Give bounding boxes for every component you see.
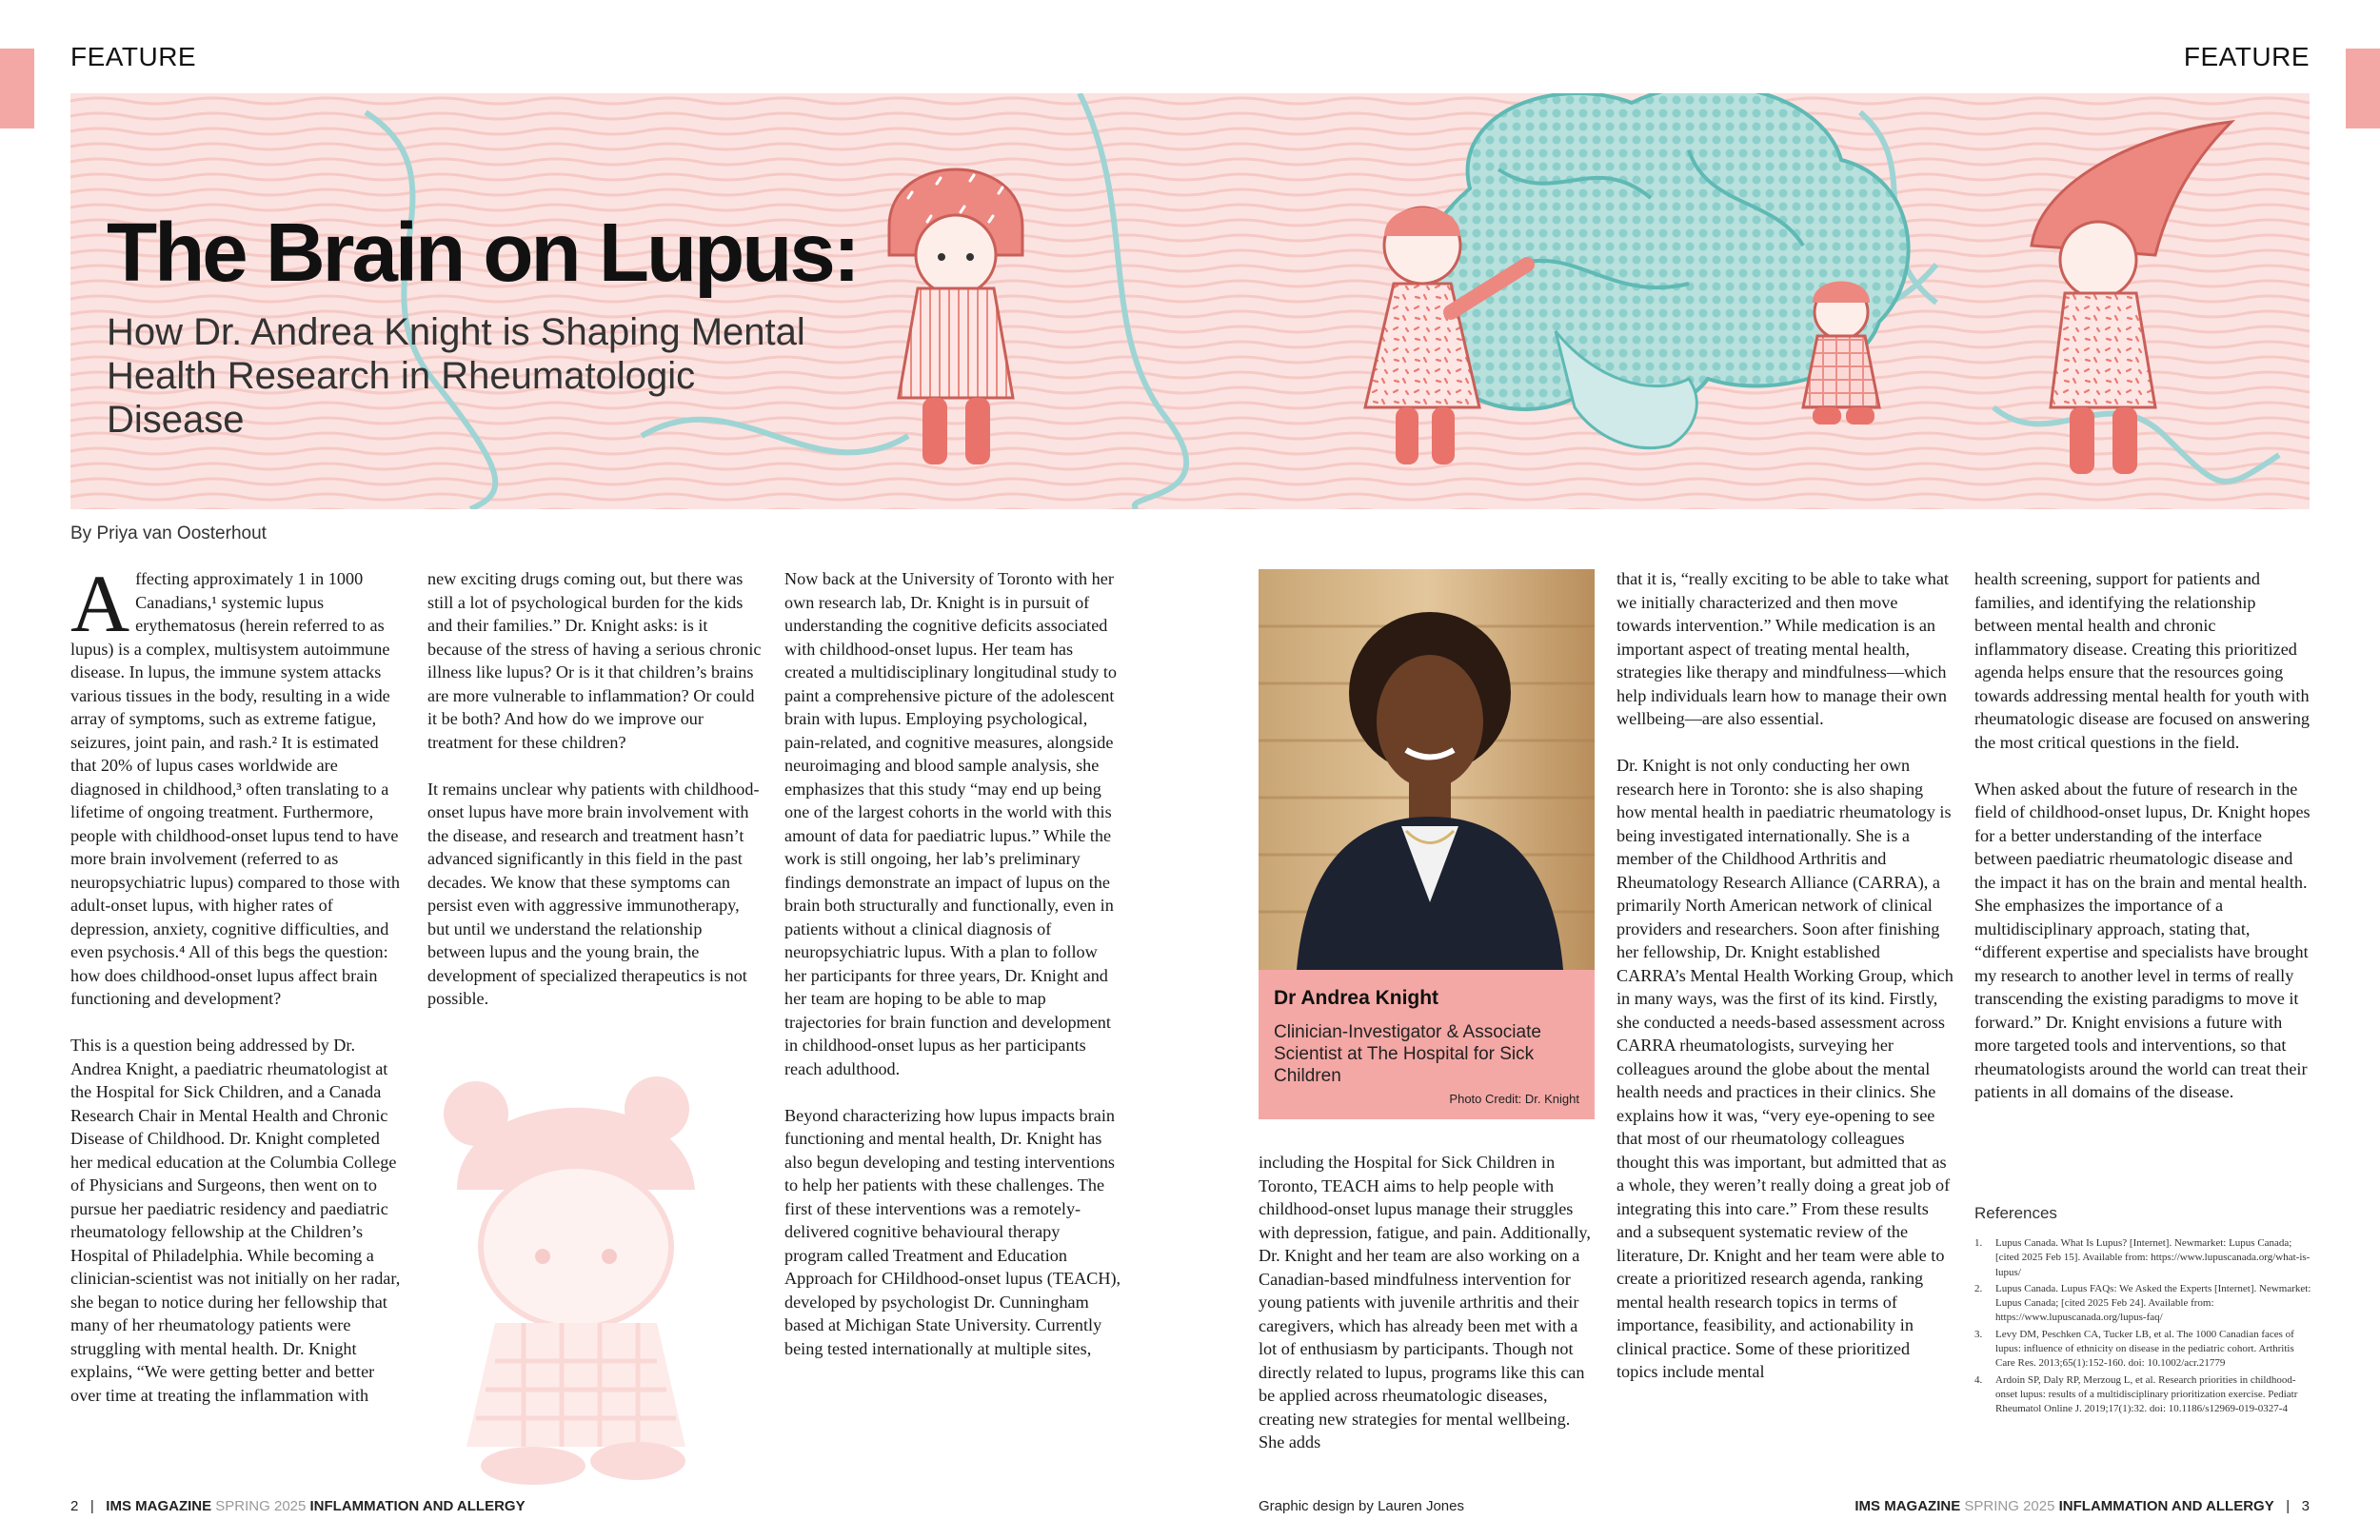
reference-item: 3. Levy DM, Peschken CA, Tucker LB, et al. The 1000 Canadian faces of lupus: influence of ethnicity on disease in the pediatric cohort. Arthritis Care Res. 2013;65(1):152-160. doi: 10.1002/acr.21779 — [1974, 1328, 2294, 1370]
section-label-left: FEATURE — [70, 42, 197, 71]
left-side-tab — [0, 49, 34, 128]
paragraph: that it is, “really exciting to be able to take what we initially characterized and then move towards intervention.” While medication is an important aspect of treating mental health, strategies like therapy and mindfulness—which help individuals learn how to manage their own wellbeing—are also essential. — [1616, 569, 1949, 728]
portrait-image — [1259, 569, 1595, 970]
references-title: References — [1974, 1204, 2057, 1222]
page-number-left: 2 — [70, 1498, 79, 1514]
article-subtitle: How Dr. Andrea Knight is Shaping Mental Health Research in Rheumatologic Disease — [107, 311, 805, 441]
article-column-1 — [70, 558, 406, 1407]
reference-item: 2. Lupus Canada. Lupus FAQs: We Asked the Experts [Internet]. Newmarket: Lupus Canada; [cited 2025 Feb 24]. Available from: https://www.lupuscanada.org/lupus-faq/ — [1974, 1282, 2311, 1324]
caption-role: Clinician-Investigator & Associate Scientist at The Hospital for Sick Children — [1274, 1022, 1541, 1086]
article-column-5 — [1616, 567, 1954, 1384]
reference-item: 1. Lupus Canada. What Is Lupus? [Internet]. Newmarket: Lupus Canada; [cited 2025 Feb 15]. Available from: https://www.lupuscanada.org/what-is-lupus/ — [1974, 1237, 2311, 1278]
byline: By Priya van Oosterhout — [70, 523, 267, 543]
paragraph: Now back at the University of Toronto with her own research lab, Dr. Knight is in pursuit of understanding the cognitive deficits associated with childhood-onset lupus. Her team has created a multidisciplinary longitudinal study to paint a comprehensive picture of the adolescent brain with lupus. Employing psychological, pain-related, and cognitive measures, alongside neuroimaging and blood sample analysis, she emphasizes that this study “may end up being one of the largest cohorts in the world with this amount of data for paediatric lupus.” While the work is still ongoing, her lab’s preliminary findings demonstrate an impact of lupus on the brain both structurally and functionally, even in patients without a clinical diagnosis of neuropsychiatric lupus. With a plan to follow her participants for three years, Dr. Knight and her team are hoping to be able to map trajectories for brain function and development in childhood-onset lupus as her participants reach adulthood. — [784, 569, 1118, 1078]
references — [1974, 1204, 2311, 1419]
page-number-right: 3 — [2301, 1498, 2310, 1514]
faded-child-illustration — [419, 1056, 724, 1485]
paragraph: including the Hospital for Sick Children in Toronto, TEACH aims to help people with childhood-onset lupus manage their struggles with depression, fatigue, and pain. Additionally, Dr. Knight and her team are also working on a Canadian-based mindfulness intervention for young patients with juvenile arthritis and their caregivers, which has already been met with a lot of enthusiasm by participants. Though not directly related to lupus, programs like this can be applied across rheumatologic diseases, creating new strategies for mental wellbeing. She adds — [1259, 1153, 1591, 1451]
drop-cap: A — [70, 558, 130, 649]
reference-item: 4. Ardoin SP, Daly RP, Merzoug L, et al. Research priorities in childhood-onset lupus: results of a multidisciplinary prioritization exercise. Pediatr Rheumatol Online J. 2019;17(1):32. doi: 10.1186/s12969-019-0327-4 — [1974, 1373, 2298, 1415]
footer-right: IMS MAGAZINE SPRING 2025 INFLAMMATION AND ALLERGY | 3 — [1854, 1498, 2310, 1514]
design-credit: Graphic design by Lauren Jones — [1259, 1498, 1464, 1514]
photo-credit: Photo Credit: Dr. Knight — [1449, 1092, 1579, 1106]
paragraph: When asked about the future of research in the field of childhood-onset lupus, Dr. Knight hopes for a better understanding of the interface between paediatric rheumatologic disease and the impact it has on the brain and mental health. She emphasizes the importance of a multidisciplinary approach, stating that, “different expertise and specialists have brought my research to another level in terms of really transcending the existing paradigms to move it forward.” Dr. Knight envisions a future with more targeted tools and interventions, so that rheumatologists around the world can treat their patients in all domains of the disease. — [1974, 779, 2311, 1101]
paragraph: Dr. Knight is not only conducting her own research here in Toronto: she is also shaping how mental health in paediatric rheumatology is being investigated internationally. She is a member of the Childhood Arthritis and Rheumatology Research Alliance (CARRA), a primarily North American network of clinical providers and researchers. Soon after finishing her fellowship, Dr. Knight established CARRA’s Mental Health Working Group, which in many ways, was the first of its kind. Firstly, she conducted a needs-based assessment across CARRA rheumatologists, surveying her colleagues around the globe about the mental health needs and practices in their clinics. She explains how it was, “very eye-opening to see that most of our rheumatology colleagues thought this was important, but admitted that as a whole, they weren’t really doing a great job of integrating this into care.” From these results and a subsequent systematic review of the literature, Dr. Knight and her team were able to create a prioritized research agenda, ranking mental health research topics in terms of importance, feasibility, and actionability in clinical practice. Some of these prioritized topics include mental — [1616, 756, 1954, 1381]
photo-caption — [1259, 970, 1595, 1119]
article-column-3 — [784, 567, 1121, 1360]
portrait-photo — [1259, 569, 1595, 970]
article-column-2 — [427, 567, 764, 1011]
caption-name: Dr Andrea Knight — [1274, 987, 1439, 1009]
article-column-6 — [1974, 567, 2311, 1104]
article-column-4 — [1259, 1151, 1595, 1454]
article-title: The Brain on Lupus: — [107, 207, 858, 299]
paragraph: health screening, support for patients and families, and identifying the relationship between mental health and chronic inflammatory disease. Creating this prioritized agenda helps ensure that the resources going towards addressing mental health for youth with rheumatologic disease are focused on answering the most critical questions in the field. — [1974, 569, 2311, 752]
hero-banner — [70, 93, 2310, 509]
paragraph: Beyond characterizing how lupus impacts brain functioning and mental health, Dr. Knight has also begun developing and testing interventions to help her patients with these challenges. The first of these interventions was a remotely-delivered cognitive behavioural therapy program called Treatment and Education Approach for CHildhood-onset lupus (TEACH), developed by psychologist Dr. Cunningham based at Michigan State University. Currently being tested internationally at multiple sites, — [784, 1105, 1121, 1358]
paragraph: Affecting approximately 1 in 1000 Canadians,¹ systemic lupus erythematosus (herein referred to as lupus) is a complex, multisystem autoimmune disease. In lupus, the immune system attacks various tissues in the body, resulting in a wide array of symptoms, such as extreme fatigue, seizures, joint pain, and rash.² It is estimated that 20% of lupus cases worldwide are diagnosed in childhood,³ often translating to a lifetime of ongoing treatment. Furthermore, people with childhood-onset lupus tend to have more brain involvement (referred to as neuropsychiatric lupus) compared to those with adult-onset lupus, with higher rates of depression, anxiety, cognitive difficulties, and even psychosis.⁴ All of this begs the question: how does childhood-onset lupus affect brain functioning and development? — [70, 558, 400, 1008]
paragraph: It remains unclear why patients with childhood-onset lupus have more brain involvement with the disease, and research and treatment hasn’t advanced significantly in this field in the past decades. We know that these symptoms can persist even with aggressive immunotherapy, but until we understand the relationship between lupus and the young brain, the development of specialized therapeutics is not possible. — [427, 779, 760, 1008]
paragraph: This is a question being addressed by Dr. Andrea Knight, a paediatric rheumatologist at the Hospital for Sick Children, and a Canada Research Chair in Mental Health and Chronic Disease of Childhood. Dr. Knight completed her medical education at the Columbia College of Physicians and Surgeons, then went on to pursue her paediatric residency and paediatric rheumatology fellowship at the Children’s Hospital of Philadelphia. While becoming a clinician-scientist was not initially on her radar, she began to notice during her fellowship that many of her rheumatology patients were struggling with mental health. Dr. Knight explains, “We were getting better and better over time at treating the inflammation with — [70, 1036, 401, 1405]
footer-left: 2 | IMS MAGAZINE SPRING 2025 INFLAMMATION AND ALLERGY — [70, 1498, 526, 1514]
section-label-right: FEATURE — [2183, 42, 2310, 71]
references-list — [1974, 1236, 2311, 1417]
paragraph: new exciting drugs coming out, but there was still a lot of psychological burden for the kids and their families.” Dr. Knight asks: is it because of the stress of having a serious chronic illness like lupus? Or is it that children’s brains are more vulnerable to inflammation? Or could it be both? And how do we improve our treatment for these children? — [427, 569, 762, 752]
banner-illustration — [70, 93, 2310, 509]
right-side-tab — [2346, 49, 2380, 128]
